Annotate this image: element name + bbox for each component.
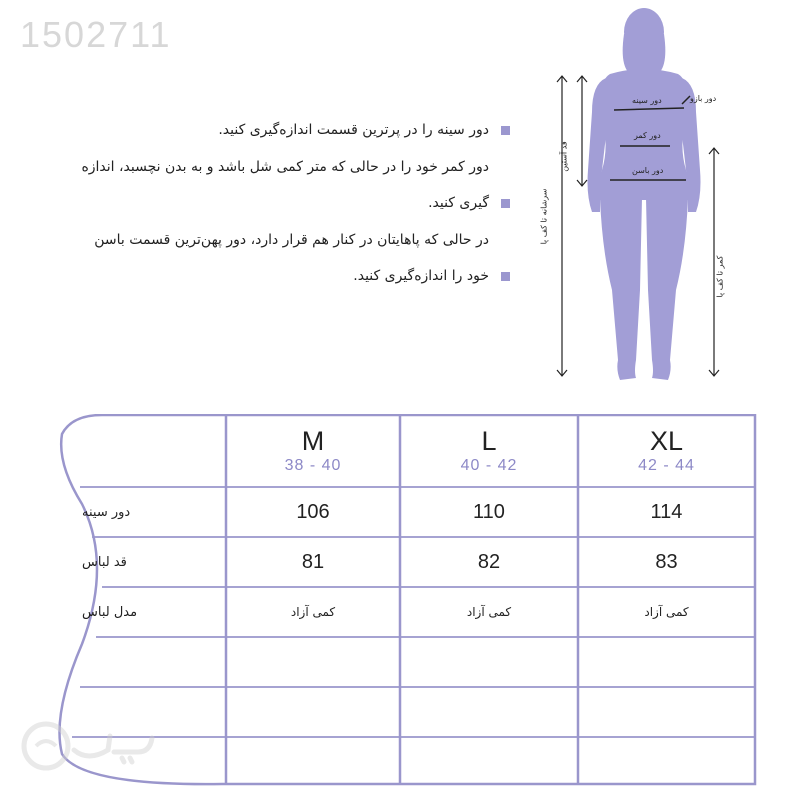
instruction-line bbox=[60, 185, 510, 222]
instruction-text: دور سینه را در پرترین قسمت اندازه‌گیری کنید. bbox=[218, 122, 489, 138]
table-cell: کمی آزاد bbox=[644, 605, 689, 619]
instruction-line bbox=[60, 149, 510, 186]
size-header-xl bbox=[578, 414, 755, 487]
size-letter: L bbox=[481, 426, 497, 456]
row-label-bust: دور سینه bbox=[82, 504, 131, 520]
size-range: 38 - 40 bbox=[284, 457, 342, 474]
bust-label: دور سینه bbox=[632, 96, 662, 105]
waist-to-foot-label: کمر تا کف پا bbox=[715, 255, 725, 298]
table-cell: 110 bbox=[473, 500, 505, 523]
instruction-line bbox=[60, 222, 510, 259]
size-header-l bbox=[400, 414, 578, 487]
instruction-text: خود را اندازه‌گیری کنید. bbox=[353, 268, 489, 284]
size-range: 40 - 42 bbox=[460, 457, 518, 474]
table-cell: کمی آزاد bbox=[290, 605, 336, 619]
product-id: 1502711 bbox=[20, 14, 172, 55]
bullet-square-icon bbox=[501, 199, 510, 208]
table-cell: 82 bbox=[477, 550, 501, 573]
instruction-line bbox=[60, 112, 510, 149]
table-cell: 114 bbox=[650, 500, 683, 523]
size-header-m bbox=[226, 414, 400, 487]
bullet-square-icon bbox=[501, 272, 510, 281]
measurement-instructions bbox=[60, 112, 510, 295]
body-silhouette-icon bbox=[540, 0, 780, 400]
body-measurement-figure bbox=[540, 0, 780, 400]
table-cell: 81 bbox=[301, 550, 325, 573]
table-cell: کمی آزاد bbox=[466, 605, 512, 619]
instruction-text: گیری کنید. bbox=[428, 195, 489, 211]
bullet-square-icon bbox=[501, 126, 510, 135]
size-letter: XL bbox=[649, 426, 684, 456]
shoulder-to-foot-label: سرشانه تا کف پا bbox=[539, 188, 549, 245]
row-label-fit: مدل لباس bbox=[82, 604, 138, 620]
instruction-text: در حالی که پاهایتان در کنار هم قرار دارد، دور پهن‌ترین قسمت باسن bbox=[94, 231, 489, 248]
instruction-line bbox=[60, 258, 510, 295]
hip-label: دور باسن bbox=[632, 166, 664, 175]
table-cell: 106 bbox=[296, 500, 330, 523]
boutique-logo-icon bbox=[18, 712, 168, 778]
watermark-logo bbox=[18, 712, 168, 778]
table-cell: 83 bbox=[655, 550, 678, 573]
size-letter: M bbox=[301, 426, 325, 456]
row-label-length: قد لباس bbox=[82, 554, 127, 570]
size-range: 42 - 44 bbox=[638, 457, 695, 474]
sleeve-label: قد آستین bbox=[559, 141, 569, 172]
instruction-text: دور کمر خود را در حالی که متر کمی شل باشد و به بدن نچسبد، اندازه bbox=[81, 158, 489, 175]
waist-label: دور کمر bbox=[634, 131, 661, 140]
arm-label: دور بازو bbox=[690, 94, 717, 103]
